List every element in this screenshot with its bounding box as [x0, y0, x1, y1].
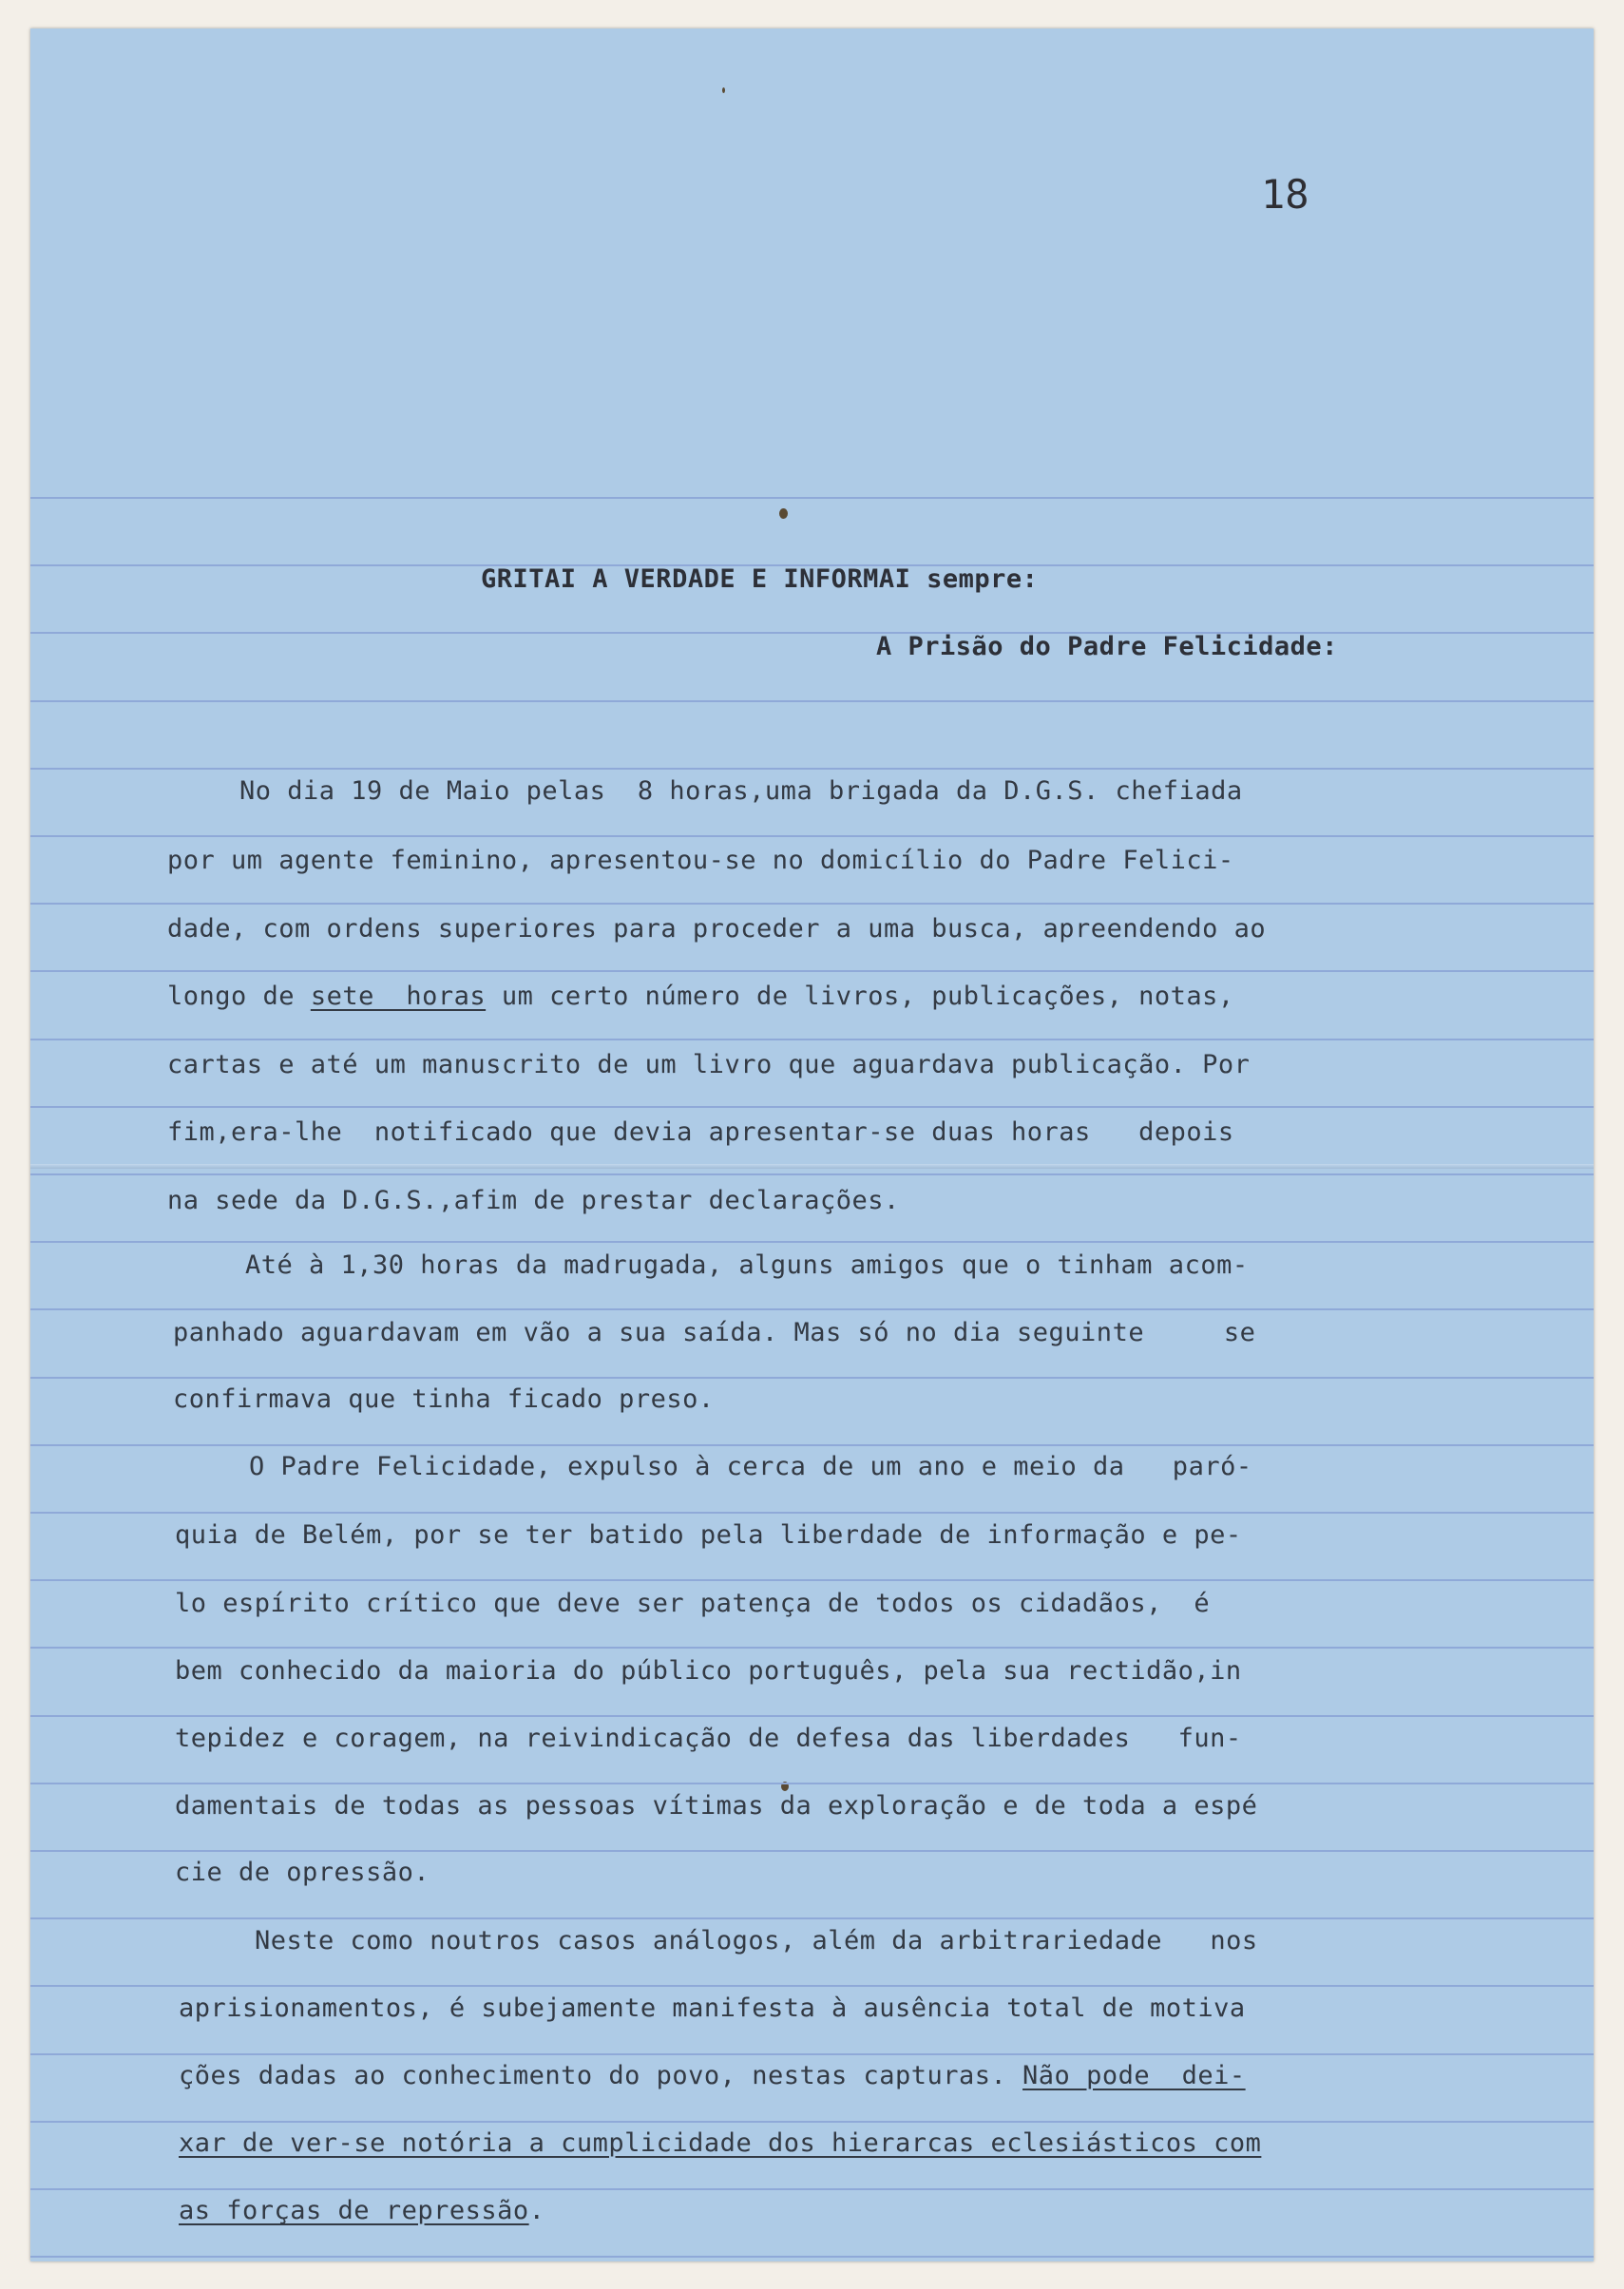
text-line: lo espírito crítico que deve ser patença de todos os cidadãos, é [175, 1589, 1211, 1618]
text-line: panhado aguardavam em vão a sua saída. Mas só no dia seguinte se [173, 1318, 1256, 1347]
text-line: fim,era-lhe notificado que devia apresentar-se duas horas depois [167, 1117, 1234, 1147]
ruled-line [30, 2256, 1594, 2258]
ruled-line [30, 497, 1594, 499]
underlined-text: as forças de repressão [179, 2196, 529, 2225]
ruled-line [30, 1579, 1594, 1581]
ruled-line [30, 835, 1594, 837]
text-line: bem conhecido da maioria do público português, pela sua rectidão,in [175, 1656, 1242, 1686]
text-line [179, 2128, 1261, 2158]
underlined-text: sete horas [310, 982, 487, 1011]
ruled-line [30, 2188, 1594, 2190]
text-line [179, 2061, 1246, 2090]
ruled-line [30, 1241, 1594, 1243]
page-number: 18 [1261, 171, 1309, 218]
text-line: tepidez e coragem, na reivindicação de defesa das liberdades fun- [175, 1724, 1242, 1753]
ruled-line [30, 1039, 1594, 1040]
text-line: No dia 19 de Maio pelas 8 horas,uma brigada da D.G.S. chefiada [239, 776, 1243, 806]
text-line: cie de opressão. [175, 1858, 430, 1887]
ruled-line [30, 903, 1594, 905]
text-segment: ções dadas ao conhecimento do povo, nestas capturas. [179, 2061, 1023, 2090]
fold-crease [30, 1164, 1594, 1169]
ruled-line [30, 700, 1594, 702]
text-line: por um agente feminino, apresentou-se no domicílio do Padre Felici- [167, 846, 1234, 875]
ruled-line [30, 1647, 1594, 1649]
text-line: aprisionamentos, é subejamente manifesta à ausência total de motiva [179, 1993, 1246, 2023]
text-line: Até à 1,30 horas da madrugada, alguns amigos que o tinham acom- [245, 1250, 1249, 1280]
ruled-line [30, 1783, 1594, 1784]
ruled-line [30, 1444, 1594, 1446]
ruled-line [30, 1106, 1594, 1108]
ruled-line [30, 1308, 1594, 1310]
ruled-line [30, 1850, 1594, 1852]
ruled-line [30, 1512, 1594, 1514]
text-line: dade, com ordens superiores para proceder a uma busca, apreendendo ao [167, 914, 1267, 944]
ruled-line [30, 2053, 1594, 2055]
ruled-line [30, 768, 1594, 770]
ruled-line [30, 1917, 1594, 1919]
ruled-line [30, 1985, 1594, 1987]
underlined-text: xar de ver-se notória a cumplicidade dos hierarcas eclesiásticos com [179, 2128, 1262, 2158]
text-line: O Padre Felicidade, expulso à cerca de um ano e meio da paró- [249, 1452, 1252, 1481]
ruled-line [30, 1173, 1594, 1175]
text-line: na sede da D.G.S.,afim de prestar declarações. [167, 1186, 900, 1215]
text-segment: um certo número de livros, publicações, notas, [486, 982, 1234, 1011]
ink-speck [779, 508, 788, 519]
heading-title: GRITAI A VERDADE E INFORMAI sempre: [481, 564, 1039, 594]
text-line: cartas e até um manuscrito de um livro que aguardava publicação. Por [167, 1050, 1251, 1079]
text-segment: . [528, 2196, 545, 2225]
ruled-line [30, 970, 1594, 972]
document-page [30, 29, 1594, 2261]
text-line [167, 982, 1234, 1011]
text-segment: longo de [167, 982, 311, 1011]
ruled-line [30, 1377, 1594, 1379]
text-line: quia de Belém, por se ter batido pela liberdade de informação e pe- [175, 1520, 1242, 1550]
underlined-text: Não pode dei- [1022, 2061, 1246, 2090]
text-line: confirmava que tinha ficado preso. [173, 1384, 715, 1414]
text-line [179, 2196, 545, 2225]
text-line: Neste como noutros casos análogos, além da arbitrariedade nos [255, 1926, 1258, 1955]
heading-subtitle: A Prisão do Padre Felicidade: [876, 632, 1338, 661]
ink-speck [722, 87, 725, 93]
text-line: damentais de todas as pessoas vítimas da exploração e de toda a espé [175, 1791, 1258, 1821]
ruled-line [30, 1715, 1594, 1717]
ruled-line [30, 2121, 1594, 2123]
ruled-line [30, 632, 1594, 634]
